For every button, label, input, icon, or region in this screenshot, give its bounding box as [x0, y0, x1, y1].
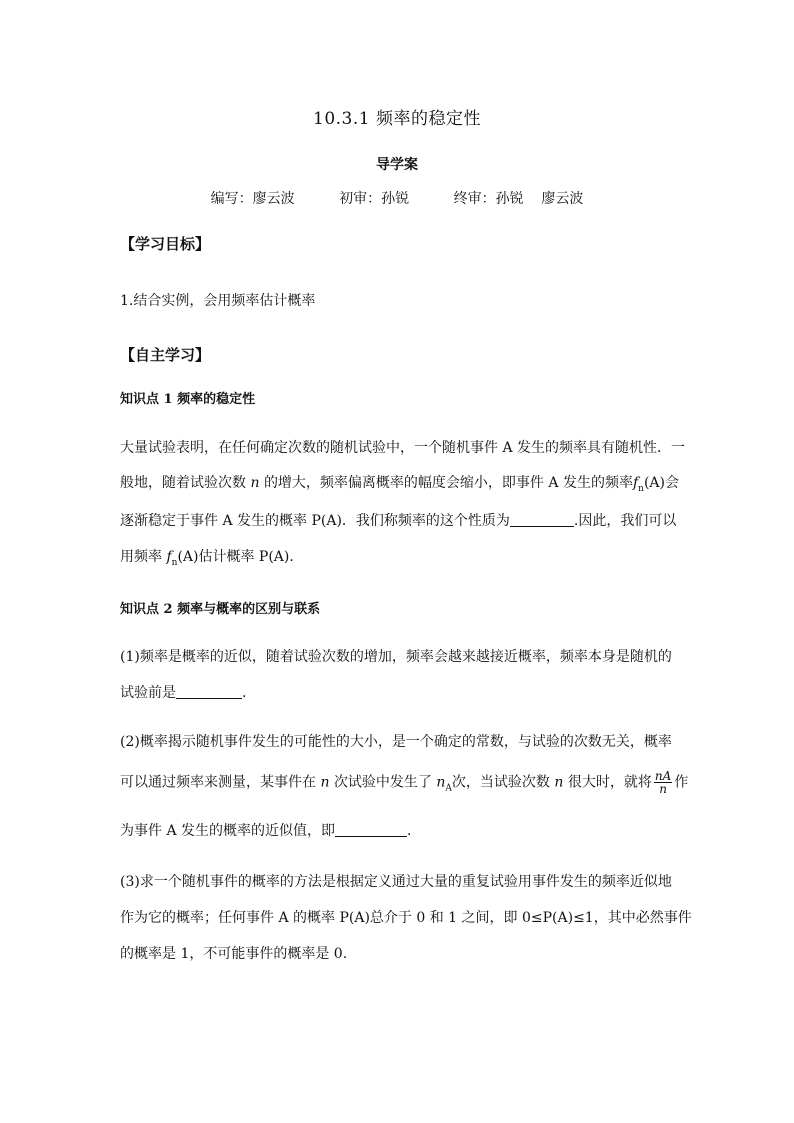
authors-line: 编写：廖云波 初审：孙锐 终审：孙锐 廖云波: [210, 191, 584, 207]
fill-blank-1[interactable]: [510, 512, 574, 527]
goal-item-1: 1.结合实例，会用频率估计概率: [120, 293, 316, 309]
kp2-para3-line-2: 作为它的概率；任何事件 A 的概率 P(A)总介于 0 和 1 之间，即 0≤P(A)≤1，其中必然事件: [120, 910, 692, 926]
kp2-para3-line-3: 的概率是 1，不可能事件的概率是 0.: [120, 946, 348, 962]
kp1-line-3: 逐渐稳定于事件 A 发生的概率 P(A)．我们称频率的这个性质为 .因此，我们可以: [120, 513, 677, 529]
fill-blank-2[interactable]: [176, 684, 242, 699]
kp2-para2-line-3: 为事件 A 发生的概率的近似值，即 .: [120, 823, 412, 839]
kp2-para1-line-1: (1)频率是概率的近似，随着试验次数的增加，频率会越来越接近概率，频率本身是随机的: [120, 649, 672, 665]
kp2-para2-line-1: (2)概率揭示随机事件发生的可能性的大小，是一个确定的常数，与试验的次数无关，概率: [120, 734, 672, 750]
knowledge-point-2-title: 知识点 2 频率与概率的区别与联系: [120, 602, 321, 617]
goals-heading: 【学习目标】: [120, 235, 211, 253]
page-subtitle: 导学案: [376, 157, 418, 173]
fill-blank-3[interactable]: [335, 822, 407, 837]
self-study-heading: 【自主学习】: [120, 346, 211, 364]
kp2-para3-line-1: (3)求一个随机事件的概率的方法是根据定义通过大量的重复试验用事件发生的频率近似地: [120, 874, 672, 890]
kp2-para2-line-2: 可以通过频率来测量，某事件在 n 次试验中发生了 $n_A$次，当试验次数 n 很大时，就将 $\frac{nA}{n}$ 作: [120, 769, 689, 796]
kp1-line-2: 般地，随着试验次数 n 的增大，频率偏离概率的幅度会缩小，即事件 A 发生的频率$f_n(A)$会: [120, 475, 679, 494]
kp1-line-1: 大量试验表明，在任何确定次数的随机试验中，一个随机事件 A 发生的频率具有随机性．一: [120, 440, 686, 456]
kp1-line-4: 用频率 $f_n(A)$估计概率 P(A)．: [120, 549, 304, 568]
fraction-nA-over-n: $\frac{nA}{n}$: [654, 769, 672, 796]
kp2-para1-line-2: 试验前是 .: [120, 685, 247, 701]
page-title: 10.3.1 频率的稳定性: [313, 109, 481, 129]
knowledge-point-1-title: 知识点 1 频率的稳定性: [120, 392, 256, 407]
